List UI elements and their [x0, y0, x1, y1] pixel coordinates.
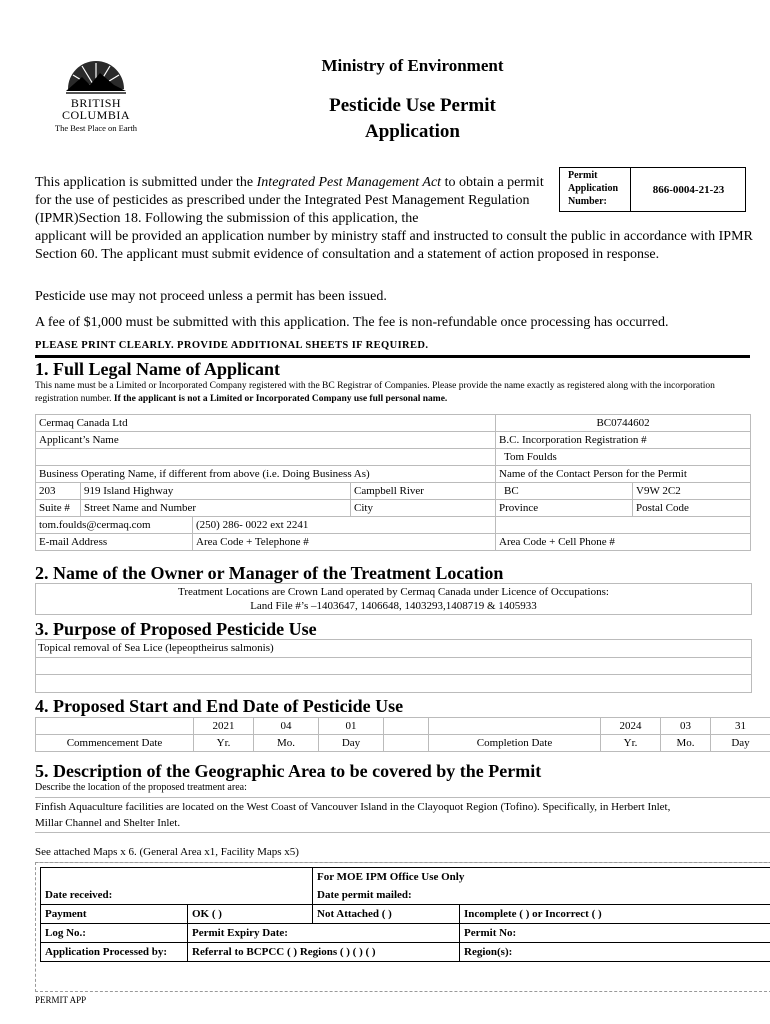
end-year-field[interactable]: 2024 — [601, 718, 661, 735]
section-3-heading: 3. Purpose of Proposed Pesticide Use — [35, 619, 317, 639]
purpose-field[interactable] — [35, 639, 752, 693]
city-field[interactable]: Campbell River — [351, 483, 496, 500]
purpose-text: Topical removal of Sea Lice (lepeoptheirus salmonis) — [38, 642, 274, 654]
suite-label: Suite # — [36, 500, 81, 517]
title-line-2: Application — [364, 121, 461, 142]
intro-post: to obtain a permit for the use of pesticides as prescribed under the Integrated Pest Management Regulation (IPMR)Section 18. Following the submission of this application, the — [35, 175, 544, 226]
bc-logo — [50, 55, 142, 133]
applicant-name-label: Applicant’s Name — [36, 432, 496, 449]
bc-sun-mountain-icon — [64, 55, 128, 97]
intro-act-name: Integrated Pest Management Act — [256, 175, 442, 190]
intro-paragraph — [35, 174, 545, 228]
geographic-area-field[interactable] — [35, 797, 770, 863]
dates-table — [35, 717, 770, 752]
end-month-label: Mo. — [661, 735, 711, 752]
date-mailed-label: Date permit mailed: — [313, 886, 770, 905]
logo-british: BRITISH — [70, 96, 122, 110]
purpose-line — [36, 674, 751, 675]
email-label: E-mail Address — [36, 534, 193, 551]
commencement-spacer — [36, 718, 194, 735]
owner-manager-line-1: Treatment Locations are Crown Land operated by Cermaq Canada under Licence of Occupations: — [178, 586, 609, 598]
referral-checkboxes[interactable]: Referral to BCPCC ( ) Regions ( ) ( ) ( ) — [188, 943, 460, 962]
contact-person-field[interactable]: Tom Foulds — [496, 449, 751, 466]
start-day-label: Day — [319, 735, 384, 752]
permit-number-value: 866-0004-21-23 — [630, 168, 746, 211]
logo-tagline: The Best Place on Earth — [54, 123, 138, 133]
dates-spacer — [384, 735, 429, 752]
permit-number-box — [559, 167, 746, 212]
start-day-field[interactable]: 01 — [319, 718, 384, 735]
telephone-field[interactable]: (250) 286- 0022 ext 2241 — [193, 517, 496, 534]
payment-not-attached-checkbox[interactable]: Not Attached ( ) — [313, 905, 460, 924]
office-use-header: For MOE IPM Office Use Only — [313, 868, 770, 887]
completion-date-label: Completion Date — [429, 735, 601, 752]
section-divider — [35, 355, 750, 358]
cell-phone-label: Area Code + Cell Phone # — [496, 534, 751, 551]
end-year-label: Yr. — [601, 735, 661, 752]
street-label: Street Name and Number — [81, 500, 351, 517]
dates-spacer — [384, 718, 429, 735]
permit-expiry-label: Permit Expiry Date: — [188, 924, 460, 943]
contact-person-label: Name of the Contact Person for the Permit — [496, 466, 751, 483]
purpose-line — [36, 657, 751, 658]
section-5-heading: 5. Description of the Geographic Area to be covered by the Permit — [35, 761, 542, 781]
commencement-date-label: Commencement Date — [36, 735, 194, 752]
intro-pre: This application is submitted under the — [35, 175, 257, 190]
end-day-label: Day — [711, 735, 770, 752]
business-name-label: Business Operating Name, if different from above (i.e. Doing Business As) — [36, 466, 496, 483]
postal-code-field[interactable]: V9W 2C2 — [633, 483, 751, 500]
suite-field[interactable]: 203 — [36, 483, 81, 500]
start-year-field[interactable]: 2021 — [194, 718, 254, 735]
section-4-heading: 4. Proposed Start and End Date of Pesticide Use — [35, 696, 404, 716]
date-received-label: Date received: — [41, 886, 313, 905]
log-no-label: Log No.: — [41, 924, 188, 943]
geographic-line — [35, 832, 770, 833]
province-label: Province — [496, 500, 633, 517]
section-1-note-bold: If the applicant is not a Limited or Incorporated Company use full personal name. — [113, 394, 448, 404]
geographic-text-3: See attached Maps x 6. (General Area x1, Facility Maps x5) — [35, 846, 299, 858]
street-field[interactable]: 919 Island Highway — [81, 483, 351, 500]
office-use-table — [40, 867, 770, 962]
ministry-name: Ministry of Environment — [321, 56, 504, 75]
start-month-field[interactable]: 04 — [254, 718, 319, 735]
applicant-table — [35, 414, 751, 551]
office-use-blank — [41, 868, 313, 887]
incorporation-number-field[interactable]: BC0744602 — [496, 415, 751, 432]
logo-columbia: COLUMBIA — [61, 108, 130, 122]
fee-note: A fee of $1,000 must be submitted with this application. The fee is non-refundable once processing has occurred. — [35, 315, 669, 330]
payment-ok-checkbox[interactable]: OK ( ) — [188, 905, 313, 924]
cell-phone-field[interactable] — [496, 517, 751, 534]
intro-paragraph-cont: applicant will be provided an application number by ministry staff and instructed to consult the public in accordance with IPMR Section 60. The applicant must submit evidence of consultation and a statement of action proposed in response. — [35, 229, 753, 262]
section-2-heading: 2. Name of the Owner or Manager of the Treatment Location — [35, 563, 504, 583]
print-clearly-notice: PLEASE PRINT CLEARLY. PROVIDE ADDITIONAL SHEETS IF REQUIRED. — [35, 340, 429, 351]
regions-label: Region(s): — [460, 943, 770, 962]
permit-no-label: Permit No: — [460, 924, 770, 943]
section-1-heading: 1. Full Legal Name of Applicant — [35, 359, 281, 379]
payment-label: Payment — [41, 905, 188, 924]
section-1-note-plain: This name must be a Limited or Incorporated Company registered with the BC Registrar of Companies. Please provide the name exactly as registered along with the incorporation registration number. — [35, 381, 715, 404]
end-month-field[interactable]: 03 — [661, 718, 711, 735]
owner-manager-line-2: Land File #’s –1403647, 1406648, 1403293,1408719 & 1405933 — [250, 600, 537, 612]
email-field[interactable]: tom.foulds@cermaq.com — [36, 517, 193, 534]
business-name-field[interactable] — [36, 449, 496, 466]
start-year-label: Yr. — [194, 735, 254, 752]
incorporation-label: B.C. Incorporation Registration # — [496, 432, 751, 449]
section-1-note — [35, 380, 750, 406]
permit-number-label: Permit Application Number: — [568, 170, 619, 207]
postal-code-label: Postal Code — [633, 500, 751, 517]
geographic-text-2: Millar Channel and Shelter Inlet. — [35, 817, 181, 829]
footer-code: PERMIT APP — [35, 995, 87, 1005]
end-day-field[interactable]: 31 — [711, 718, 770, 735]
processed-by-label: Application Processed by: — [41, 943, 188, 962]
title-line-1: Pesticide Use Permit — [329, 95, 496, 116]
owner-manager-field[interactable] — [35, 583, 752, 615]
applicant-name-field[interactable]: Cermaq Canada Ltd — [36, 415, 496, 432]
city-label: City — [351, 500, 496, 517]
permit-required-note: Pesticide use may not proceed unless a permit has been issued. — [35, 289, 387, 304]
province-field[interactable]: BC — [496, 483, 633, 500]
geographic-text-1: Finfish Aquaculture facilities are located on the West Coast of Vancouver Island in the Clayoquot Region (Tofino). Specifically, in Herbert Inlet, — [35, 801, 671, 813]
payment-incomplete-checkbox[interactable]: Incomplete ( ) or Incorrect ( ) — [460, 905, 770, 924]
section-5-prompt: Describe the location of the proposed treatment area: — [35, 782, 247, 793]
telephone-label: Area Code + Telephone # — [193, 534, 496, 551]
page-title — [290, 93, 535, 145]
completion-spacer — [429, 718, 601, 735]
start-month-label: Mo. — [254, 735, 319, 752]
